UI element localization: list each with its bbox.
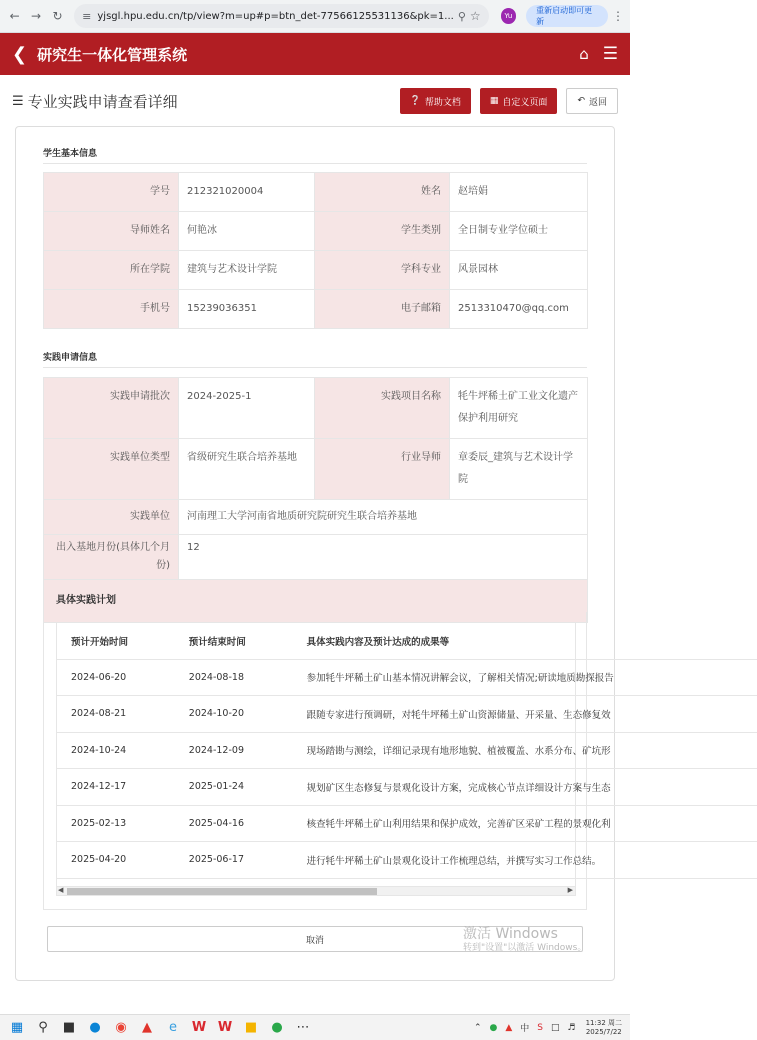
- cell-content: 进行牦牛坪稀土矿山景观化设计工作梳理总结，并撰写实习工作总结。: [293, 842, 757, 879]
- label-industry-mentor: 行业导师: [315, 439, 450, 500]
- cell-end: 2025-01-24: [175, 769, 293, 806]
- table-row: [44, 290, 588, 329]
- windows-activation-watermark: [463, 925, 586, 955]
- url-text: yjsgl.hpu.edu.cn/tp/view?m=up#p=btn_det-77566125531136&pk=1...: [97, 10, 454, 22]
- list-icon: ☰: [12, 93, 24, 109]
- col-end-date: 预计结束时间: [175, 623, 293, 659]
- label-unit-type: 实践单位类型: [44, 439, 179, 500]
- cell-content: 规划矿区生态修复与景观化设计方案，完成核心节点详细设计方案与生态: [293, 769, 757, 806]
- col-start-date: 预计开始时间: [57, 623, 175, 659]
- cell-end: 2024-10-20: [175, 696, 293, 733]
- value-unit: 河南理工大学河南省地质研究院研究生联合培养基地: [179, 500, 588, 535]
- volume-icon[interactable]: ♬: [567, 1022, 576, 1033]
- table-row: [57, 696, 757, 733]
- label-unit: 实践单位: [44, 500, 179, 535]
- zoom-icon[interactable]: ⚲: [457, 9, 466, 23]
- wps-writer-icon[interactable]: W: [191, 1020, 207, 1035]
- plan-table-scroll[interactable]: [56, 622, 614, 887]
- tray-app-icon[interactable]: S: [537, 1022, 543, 1033]
- system-tray: [466, 1019, 622, 1037]
- page-title: 专业实践申请查看详细: [27, 92, 178, 111]
- question-circle-icon: ❔: [409, 96, 421, 106]
- app-icon[interactable]: ▲: [142, 1020, 152, 1035]
- cell-start: 2025-02-13: [57, 805, 175, 842]
- scroll-left-icon[interactable]: ◀: [58, 886, 64, 894]
- cell-start: 2025-04-20: [57, 842, 175, 879]
- table-row: [57, 769, 757, 806]
- cell-start: 2024-06-20: [57, 659, 175, 696]
- table-row: [44, 173, 588, 212]
- horizontal-scrollbar[interactable]: [56, 886, 576, 896]
- label-advisor: 导师姓名: [44, 212, 179, 251]
- label-college: 所在学院: [44, 251, 179, 290]
- reload-icon[interactable]: ↻: [52, 9, 63, 23]
- ime-icon[interactable]: 中: [520, 1024, 530, 1034]
- label-name: 姓名: [315, 173, 450, 212]
- hamburger-menu-icon[interactable]: ☰: [602, 44, 618, 64]
- clock-date: 2025/7/22: [585, 1027, 622, 1036]
- value-college: 建筑与艺术设计学院: [179, 251, 315, 290]
- practice-section-title: 实践申请信息: [43, 350, 587, 368]
- tray-expand-icon[interactable]: ⌃: [473, 1022, 482, 1033]
- cell-end: 2024-12-09: [175, 732, 293, 769]
- table-row: [57, 842, 757, 879]
- practice-info-table: [43, 377, 588, 623]
- taskbar-clock[interactable]: [586, 1019, 622, 1037]
- value-months: 12: [179, 535, 588, 580]
- custom-page-label: 自定义页面: [502, 97, 548, 108]
- address-bar[interactable]: [74, 4, 489, 28]
- browser-menu-icon[interactable]: ⋮: [611, 9, 624, 23]
- cell-end: 2025-06-17: [175, 842, 293, 879]
- scrollbar-thumb[interactable]: [67, 888, 377, 895]
- col-content: 具体实践内容及预计达成的成果等: [293, 623, 757, 659]
- browser-toolbar: [0, 0, 630, 33]
- table-row: [44, 500, 588, 535]
- value-batch: 2024-2025-1: [179, 378, 315, 439]
- ie-icon[interactable]: e: [169, 1020, 177, 1035]
- value-student-type: 全日制专业学位硕士: [450, 212, 588, 251]
- value-unit-type: 省级研究生联合培养基地: [179, 439, 315, 500]
- watermark-line1: 激活 Windows: [463, 926, 558, 942]
- table-row: [44, 535, 588, 580]
- more-apps-icon[interactable]: ⋯: [296, 1020, 310, 1035]
- task-view-icon[interactable]: ■: [62, 1020, 76, 1035]
- chrome-icon[interactable]: ◉: [115, 1020, 127, 1035]
- label-phone: 手机号: [44, 290, 179, 329]
- custom-page-button[interactable]: [480, 88, 558, 114]
- app-header: [0, 33, 630, 75]
- label-batch: 实践申请批次: [44, 378, 179, 439]
- value-advisor: 何艳冰: [179, 212, 315, 251]
- back-arrow-icon[interactable]: ←: [9, 9, 20, 23]
- watermark-line2: 转到"设置"以激活 Windows。: [463, 943, 587, 954]
- cell-end: 2025-04-16: [175, 805, 293, 842]
- label-major: 学科专业: [315, 251, 450, 290]
- value-phone: 15239036351: [179, 290, 315, 329]
- folder-icon[interactable]: ■: [244, 1020, 258, 1035]
- chevron-left-icon[interactable]: ❮: [12, 43, 28, 65]
- label-months: 出入基地月份(具体几个月份): [44, 535, 179, 580]
- plan-container: [43, 612, 614, 910]
- windows-taskbar: [0, 1014, 630, 1040]
- help-doc-button[interactable]: [400, 88, 471, 114]
- table-header-row: [57, 623, 757, 659]
- tray-app-icon[interactable]: ●: [489, 1022, 498, 1033]
- value-industry-mentor: 章委辰_建筑与艺术设计学院: [450, 439, 588, 500]
- table-row: [57, 732, 757, 769]
- value-email: 2513310470@qq.com: [450, 290, 588, 329]
- label-student-type: 学生类别: [315, 212, 450, 251]
- wps-icon[interactable]: W: [217, 1020, 233, 1035]
- edge-icon[interactable]: ●: [89, 1020, 101, 1035]
- label-email: 电子邮箱: [315, 290, 450, 329]
- student-info-table: [43, 172, 588, 329]
- cell-start: 2024-12-17: [57, 769, 175, 806]
- label-student-id: 学号: [44, 173, 179, 212]
- back-button[interactable]: [566, 88, 618, 114]
- student-section-title: 学生基本信息: [43, 146, 587, 164]
- tray-app-icon[interactable]: ▲: [505, 1022, 513, 1033]
- reply-arrow-icon: ↶: [577, 96, 585, 106]
- home-icon[interactable]: ⌂: [579, 45, 589, 63]
- help-doc-label: 帮助文档: [424, 97, 461, 108]
- site-settings-icon[interactable]: ≡: [82, 9, 92, 23]
- plan-subtitle: 具体实践计划: [44, 580, 588, 623]
- windows-start-icon[interactable]: ▦: [10, 1020, 24, 1035]
- back-label: 返回: [588, 97, 607, 108]
- cell-end: 2024-08-18: [175, 659, 293, 696]
- table-row: [57, 659, 757, 696]
- cell-content: 现场踏勘与测绘，详细记录现有地形地貌、植被覆盖、水系分布、矿坑形: [293, 732, 757, 769]
- clock-time: 11:32 周二: [585, 1018, 622, 1027]
- forward-arrow-icon[interactable]: →: [31, 9, 42, 23]
- update-button[interactable]: 重新启动即可更新: [526, 5, 608, 27]
- table-row: [44, 439, 588, 500]
- page-title-row: [0, 86, 630, 116]
- label-project: 实践项目名称: [315, 378, 450, 439]
- value-major: 风景园林: [450, 251, 588, 290]
- cancel-button[interactable]: 取消: [47, 926, 583, 952]
- value-name: 赵培娟: [450, 173, 588, 212]
- cell-start: 2024-10-24: [57, 732, 175, 769]
- cell-content: 跟随专家进行预调研，对牦牛坪稀土矿山资源储量、开采量、生态修复效: [293, 696, 757, 733]
- grid-icon: ▦: [489, 96, 499, 106]
- app-title: 研究生一体化管理系统: [37, 45, 188, 64]
- wechat-icon[interactable]: ●: [271, 1020, 283, 1035]
- cell-start: 2024-08-21: [57, 696, 175, 733]
- value-project: 牦牛坪稀土矿工业文化遗产保护利用研究: [450, 378, 588, 439]
- value-student-id: 212321020004: [179, 173, 315, 212]
- table-row: [44, 251, 588, 290]
- scroll-right-icon[interactable]: ▶: [567, 886, 573, 894]
- table-row: [44, 212, 588, 251]
- plan-table: [57, 623, 757, 879]
- bookmark-star-icon[interactable]: ☆: [469, 9, 481, 23]
- table-row: [57, 805, 757, 842]
- cell-content: 参加牦牛坪稀土矿山基本情况讲解会议，了解相关情况;研读地质勘探报告: [293, 659, 757, 696]
- network-icon[interactable]: □: [551, 1022, 560, 1033]
- table-row: [44, 378, 588, 439]
- profile-avatar[interactable]: Yu: [501, 8, 516, 24]
- cell-content: 核查牦牛坪稀土矿山利用结果和保护成效，完善矿区采矿工程的景观化利: [293, 805, 757, 842]
- search-icon[interactable]: ⚲: [38, 1020, 48, 1035]
